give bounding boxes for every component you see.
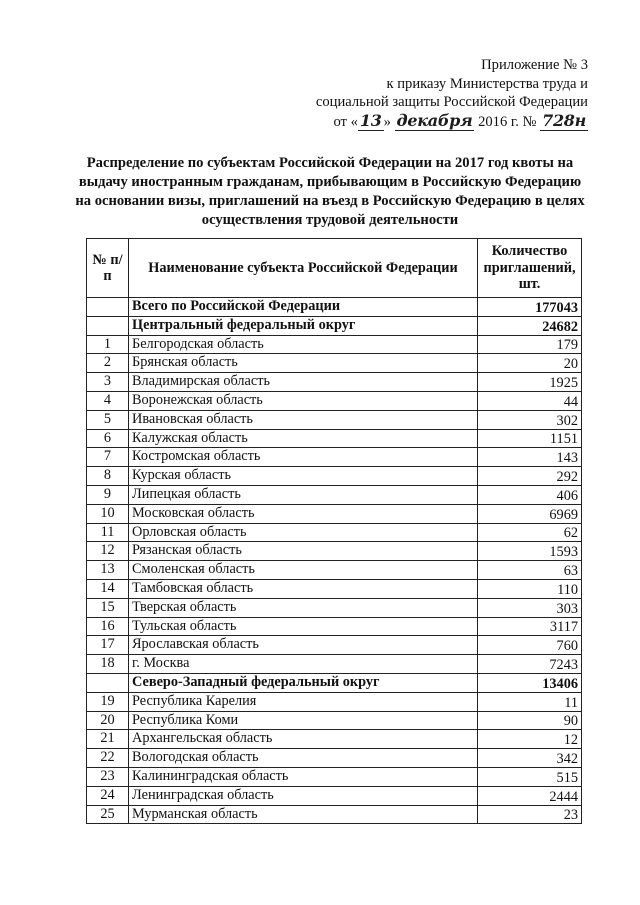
table-row [87,598,582,617]
row-number: 24 [87,786,129,805]
row-quantity: 143 [478,448,582,467]
row-quantity: 179 [478,335,582,354]
row-subject-name: Рязанская область [129,542,478,561]
row-subject-name: Ивановская область [129,410,478,429]
row-subject-name: Калининградская область [129,767,478,786]
table-row [87,429,582,448]
row-number: 6 [87,429,129,448]
row-number: 10 [87,504,129,523]
table-row [87,655,582,674]
table-row [87,542,582,561]
row-subject-name: Ленинградская область [129,786,478,805]
table-row [87,749,582,768]
appendix-header [316,56,588,131]
row-number: 17 [87,636,129,655]
row-quantity: 177043 [478,298,582,317]
row-quantity: 406 [478,485,582,504]
table-body [87,298,582,824]
row-subject-name: Мурманская область [129,805,478,824]
row-subject-name: Вологодская область [129,749,478,768]
table-row [87,805,582,824]
row-number: 5 [87,410,129,429]
row-number: 9 [87,485,129,504]
row-quantity: 24682 [478,316,582,335]
column-header-subject: Наименование субъекта Российской Федерации [129,239,478,298]
row-subject-name: Воронежская область [129,391,478,410]
row-number [87,298,129,317]
table-row [87,335,582,354]
row-number: 23 [87,767,129,786]
handwritten-month: декабря [396,110,473,130]
ministry-name: социальной защиты Российской Федерации [315,94,588,111]
table-row [87,448,582,467]
table-row [87,561,582,580]
row-quantity: 1593 [478,542,582,561]
row-quantity: 11 [478,692,582,711]
table-row-subtotal [87,316,582,335]
document-title: Распределение по субъектам Российской Федерации на 2017 год квоты на выдачу иностранным гражданам, прибывающим в Российскую Федерацию на основании визы, приглашений на въезд в Российскую Федерацию в целях осуществления трудовой деятельности [75,155,585,228]
row-subject-name: Орловская область [129,523,478,542]
quota-table [86,238,582,824]
row-quantity: 1151 [478,429,582,448]
row-number: 8 [87,467,129,486]
row-subject-name: Республика Коми [129,711,478,730]
handwritten-order-number: 728н [542,110,586,130]
row-number: 16 [87,617,129,636]
row-number: 1 [87,335,129,354]
row-quantity: 23 [478,805,582,824]
row-quantity: 515 [478,767,582,786]
row-subject-name: Брянская область [129,354,478,373]
table-row-subtotal [87,673,582,692]
row-quantity: 342 [478,749,582,768]
row-subject-name: Калужская область [129,429,478,448]
row-subject-name: Тамбовская область [129,579,478,598]
row-number: 18 [87,655,129,674]
table-row [87,692,582,711]
order-date-line [316,112,588,132]
date-mid: » [383,113,391,130]
row-subject-name: Липецкая область [129,485,478,504]
row-quantity: 6969 [478,504,582,523]
table-header-row [87,239,582,298]
row-subject-name: Архангельская область [129,730,478,749]
table-row [87,485,582,504]
row-number: 7 [87,448,129,467]
row-subject-name: Ярославская область [129,636,478,655]
row-quantity: 7243 [478,655,582,674]
row-subject-name: Центральный федеральный округ [129,316,478,335]
row-subject-name: Костромская область [129,448,478,467]
date-prefix: от « [333,113,358,130]
row-subject-name: Смоленская область [129,561,478,580]
row-subject-name: Курская область [129,467,478,486]
row-quantity: 13406 [478,673,582,692]
row-number: 4 [87,391,129,410]
row-number: 3 [87,373,129,392]
order-year: 2016 г. № [478,113,537,130]
row-quantity: 12 [478,730,582,749]
column-header-number: № п/п [87,239,129,298]
table-row [87,786,582,805]
row-quantity: 44 [478,391,582,410]
table-row [87,354,582,373]
row-number: 25 [87,805,129,824]
row-subject-name: Всего по Российской Федерации [129,298,478,317]
table-row-subtotal [87,298,582,317]
table-row [87,391,582,410]
row-quantity: 63 [478,561,582,580]
row-quantity: 292 [478,467,582,486]
row-quantity: 110 [478,579,582,598]
row-number: 2 [87,354,129,373]
row-number: 13 [87,561,129,580]
row-number: 21 [87,730,129,749]
row-number: 19 [87,692,129,711]
row-quantity: 302 [478,410,582,429]
order-reference: к приказу Министерства труда и [386,75,588,92]
row-subject-name: Тульская область [129,617,478,636]
row-subject-name: Белгородская область [129,335,478,354]
row-quantity: 62 [478,523,582,542]
table-row [87,730,582,749]
row-quantity: 3117 [478,617,582,636]
table-row [87,636,582,655]
row-quantity: 760 [478,636,582,655]
row-number: 11 [87,523,129,542]
row-quantity: 20 [478,354,582,373]
row-number: 14 [87,579,129,598]
row-quantity: 90 [478,711,582,730]
row-number: 20 [87,711,129,730]
table-row [87,711,582,730]
table-row [87,373,582,392]
appendix-number: Приложение № 3 [481,57,588,73]
row-number: 22 [87,749,129,768]
table-row [87,523,582,542]
row-subject-name: Северо-Западный федеральный округ [129,673,478,692]
table-row [87,504,582,523]
row-number [87,316,129,335]
table-row [87,467,582,486]
row-quantity: 1925 [478,373,582,392]
table-row [87,410,582,429]
row-subject-name: Владимирская область [129,373,478,392]
row-subject-name: Республика Карелия [129,692,478,711]
row-subject-name: Московская область [129,504,478,523]
row-quantity: 303 [478,598,582,617]
table-row [87,767,582,786]
row-subject-name: г. Москва [129,655,478,674]
handwritten-day: 13 [359,110,382,130]
table-row [87,617,582,636]
row-number: 12 [87,542,129,561]
row-quantity: 2444 [478,786,582,805]
column-header-quantity: Количество приглашений, шт. [478,239,582,298]
row-subject-name: Тверская область [129,598,478,617]
table-row [87,579,582,598]
row-number [87,673,129,692]
row-number: 15 [87,598,129,617]
